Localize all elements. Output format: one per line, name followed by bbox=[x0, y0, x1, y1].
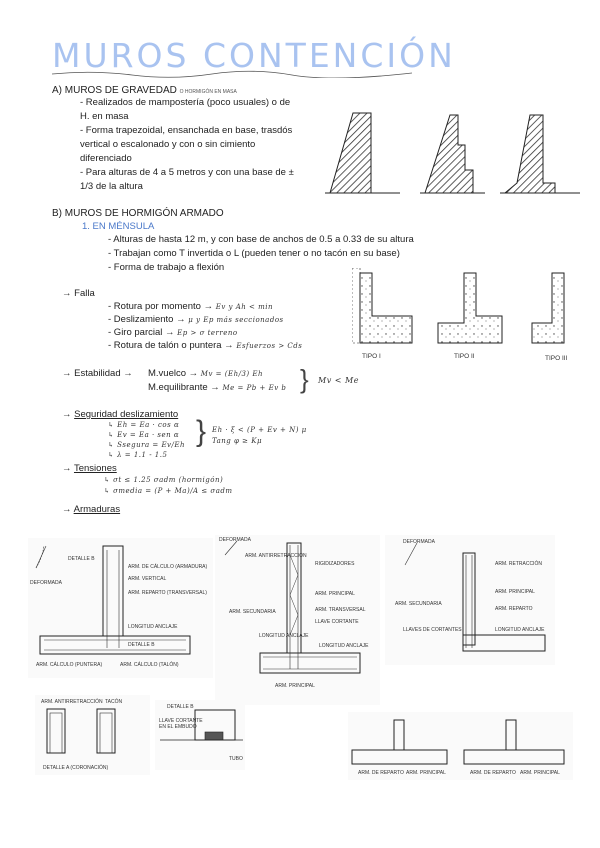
tipo-1-wall bbox=[352, 268, 412, 343]
fig3-label: ARM. RETRACCIÓN bbox=[495, 561, 542, 567]
fig1-label: DEFORMADA bbox=[30, 580, 62, 586]
detalle-b-figure bbox=[155, 700, 245, 770]
gravity-walls-figure bbox=[325, 105, 585, 200]
fig2-label: DEFORMADA bbox=[219, 537, 251, 543]
fig6-label: ARM. DE REPARTO bbox=[470, 770, 516, 776]
estabilidad-m2: M.equilibrante → Me = Pb + Ev b bbox=[148, 382, 287, 393]
brace: } bbox=[300, 364, 309, 394]
falla-item-text: - Rotura de talón o puntera bbox=[108, 340, 222, 351]
estabilidad-cond: Mv < Me bbox=[318, 376, 359, 385]
falla-item-text: - Giro parcial bbox=[108, 327, 163, 338]
text-line: diferenciado bbox=[80, 153, 132, 164]
tipo-1-label: TIPO I bbox=[362, 353, 381, 360]
estabilidad-m1: M.vuelco → Mv = (Eh/3) Eh bbox=[148, 368, 263, 379]
gravity-wall-1 bbox=[330, 113, 371, 193]
falla-item-note: Ep > σ terreno bbox=[177, 329, 238, 337]
fig2-label: ARM. SECUNDARIA bbox=[229, 609, 276, 615]
fig1-label: ARM. DE CÁLCULO (ARMADURA) bbox=[128, 564, 208, 570]
fig3-label: DEFORMADA bbox=[403, 539, 435, 545]
fig1-label: DETALLE B bbox=[68, 556, 95, 562]
seguridad-label: → Seguridad deslizamiento bbox=[62, 409, 179, 420]
fig1-label: ARM. CÁLCULO (PUNTERA) bbox=[36, 662, 103, 668]
tensiones-label: → Tensiones bbox=[62, 463, 117, 474]
fig5-label: LLAVE CORTANTE bbox=[159, 718, 203, 724]
falla-item: - Rotura por momento → Ev y Ah < min bbox=[108, 301, 273, 312]
fig3-label: ARM. SECUNDARIA bbox=[395, 601, 442, 607]
falla-item-text: - Rotura por momento bbox=[108, 301, 201, 312]
fig1-label: ARM. REPARTO (TRANSVERSAL) bbox=[128, 590, 207, 596]
title-underline bbox=[52, 68, 412, 78]
tensiones-line-text: σmedia = (P + Ma)/A ≤ σadm bbox=[113, 487, 233, 495]
falla-item-note: Ev y Ah < min bbox=[215, 303, 273, 311]
fig1-label: DETALLE B bbox=[128, 642, 155, 648]
seguridad-line-text: Ssegura = Ev/Eh bbox=[117, 441, 185, 449]
text-line: - Forma trapezoidal, ensanchada en base, trasdós bbox=[80, 125, 293, 136]
text-line: - Forma de trabajo a flexión bbox=[108, 262, 225, 273]
section-a-note: O HORMIGÓN EN MASA bbox=[179, 89, 237, 95]
falla-label: → Falla bbox=[62, 288, 95, 299]
seguridad-line: ↳ Ssegura = Ev/Eh bbox=[108, 441, 185, 449]
falla-item: - Deslizamiento → μ y Ep más seccionados bbox=[108, 314, 284, 325]
text-line: - Para alturas de 4 a 5 metros y con una base de ± bbox=[80, 167, 294, 178]
fig4-label: DETALLE A (CORONACIÓN) bbox=[43, 765, 109, 771]
m-equilibrante: M.equilibrante bbox=[148, 382, 208, 393]
m-vuelco-note: Mv = (Eh/3) Eh bbox=[200, 370, 263, 378]
fig3-label: ARM. REPARTO bbox=[495, 606, 533, 612]
brace: } bbox=[196, 415, 207, 448]
falla-item-note: μ y Ep más seccionados bbox=[188, 316, 284, 324]
falla-item: - Giro parcial → Ep > σ terreno bbox=[108, 327, 238, 338]
falla-item-note: Esfuerzos > Cds bbox=[236, 342, 303, 350]
estabilidad-title: Estabilidad bbox=[74, 368, 121, 379]
tensiones-title: Tensiones bbox=[73, 463, 117, 474]
gravity-wall-2 bbox=[425, 115, 473, 193]
text-line: - Alturas de hasta 12 m, y con base de anchos de 0.5 a 0.33 de su altura bbox=[108, 234, 414, 245]
gravity-wall-3 bbox=[505, 115, 555, 193]
text-line: - Realizados de mampostería (poco usuales) o de bbox=[80, 97, 291, 108]
estabilidad-label: → Estabilidad → bbox=[62, 368, 133, 379]
section-b-heading: B) MUROS DE HORMIGÓN ARMADO bbox=[52, 208, 224, 219]
seguridad-line-text: Eh = Ea · cos α bbox=[117, 421, 180, 429]
fig2-label: LLAVE CORTANTE bbox=[315, 619, 359, 625]
detalle-a-figure bbox=[35, 695, 150, 775]
tensiones-line-text: σt ≤ 1.25 σadm (hormigón) bbox=[113, 476, 224, 484]
reinforcement-figure-2 bbox=[215, 535, 380, 705]
fig5-label: EN EL EMBUDO bbox=[159, 724, 197, 730]
text-line: - Trabajan como T invertida o L (pueden tener o no tacón en su base) bbox=[108, 248, 400, 259]
fig3-label: ARM. PRINCIPAL bbox=[495, 589, 535, 595]
fig2-label: ARM. PRINCIPAL bbox=[315, 591, 355, 597]
fig4-label: ARM. ANTIRRETRACCIÓN bbox=[41, 699, 103, 705]
seguridad-line-text: λ = 1.1 - 1.5 bbox=[117, 451, 168, 459]
fig3-label: LLAVES DE CORTANTES bbox=[403, 627, 462, 633]
text-line: H. en masa bbox=[80, 111, 129, 122]
section-a-text bbox=[80, 96, 294, 194]
seguridad-line: ↳ Ev = Ea · sen α bbox=[108, 431, 180, 439]
seguridad-rhs bbox=[212, 426, 307, 448]
tipo-3-wall bbox=[532, 273, 564, 343]
tensiones-list bbox=[104, 476, 233, 498]
cantilever-types-figure bbox=[352, 268, 584, 368]
section-b-sub: 1. EN MÉNSULA bbox=[82, 221, 155, 232]
fig3-label: LONGITUD ANCLAJE bbox=[495, 627, 545, 633]
seguridad-line-text: Ev = Ea · sen α bbox=[117, 431, 180, 439]
tipo-3-label: TIPO III bbox=[545, 355, 568, 362]
fig1-label: ARM. VERTICAL bbox=[128, 576, 167, 582]
seguridad-line: ↳ λ = 1.1 - 1.5 bbox=[108, 451, 168, 459]
footing-details-figure bbox=[348, 712, 573, 780]
tensiones-line: ↳ σmedia = (P + Ma)/A ≤ σadm bbox=[104, 487, 233, 495]
fig2-label: ARM. PRINCIPAL bbox=[275, 683, 315, 689]
seguridad-line: ↳ Eh = Ea · cos α bbox=[108, 421, 180, 429]
m-equilibrante-note: Me = Pb + Ev b bbox=[222, 384, 287, 392]
section-a-title: A) MUROS DE GRAVEDAD bbox=[52, 85, 177, 96]
armaduras-title: Armaduras bbox=[73, 504, 121, 515]
falla-title: Falla bbox=[74, 288, 95, 299]
fig2-label: ARM. ANTIRRETRACCIÓN bbox=[245, 553, 307, 559]
reinforcement-figure-3 bbox=[385, 535, 555, 665]
fig1-label: ARM. CÁLCULO (TALÓN) bbox=[120, 662, 179, 668]
falla-item-text: - Deslizamiento bbox=[108, 314, 174, 325]
seguridad-title: Seguridad deslizamiento bbox=[74, 409, 179, 420]
fig5-label: TUBO bbox=[229, 756, 243, 762]
tensiones-line: ↳ σt ≤ 1.25 σadm (hormigón) bbox=[104, 476, 224, 484]
seguridad-rhs-line: Eh · ξ < (P + Ev + N) μ bbox=[212, 426, 307, 434]
fig4-label: TACÓN bbox=[105, 699, 123, 705]
seguridad-list bbox=[108, 421, 185, 461]
fig2-label: RIGIDIZADORES bbox=[315, 561, 355, 567]
fig6-label: ARM. PRINCIPAL bbox=[520, 770, 560, 776]
fig6-label: ARM. DE REPARTO bbox=[358, 770, 404, 776]
tipo-2-label: TIPO II bbox=[454, 353, 475, 360]
page-title: MUROS CONTENCIÓN bbox=[52, 36, 456, 75]
m-vuelco: M.vuelco bbox=[148, 368, 187, 379]
text-line: vertical o escalonado y con o sin cimiento bbox=[80, 139, 256, 150]
fig1-label: LONGITUD ANCLAJE bbox=[128, 624, 178, 630]
text-line: 1/3 de la altura bbox=[80, 181, 143, 192]
fig2-label: ARM. TRANSVERSAL bbox=[315, 607, 366, 613]
falla-item: - Rotura de talón o puntera → Esfuerzos > Cds bbox=[108, 340, 303, 351]
fig2-label: LONGITUD ANCLAJE bbox=[319, 643, 369, 649]
fig5-label: DETALLE B bbox=[167, 704, 194, 710]
falla-list bbox=[108, 300, 302, 352]
fig2-label: LONGITUD ANCLAJE bbox=[259, 633, 309, 639]
fig6-label: ARM. PRINCIPAL bbox=[406, 770, 446, 776]
tipo-2-wall bbox=[438, 273, 502, 343]
armaduras-label: → Armaduras bbox=[62, 504, 121, 515]
seguridad-rhs-line: Tang φ ≥ Kμ bbox=[212, 437, 263, 445]
reinforcement-figure-1 bbox=[28, 538, 213, 678]
